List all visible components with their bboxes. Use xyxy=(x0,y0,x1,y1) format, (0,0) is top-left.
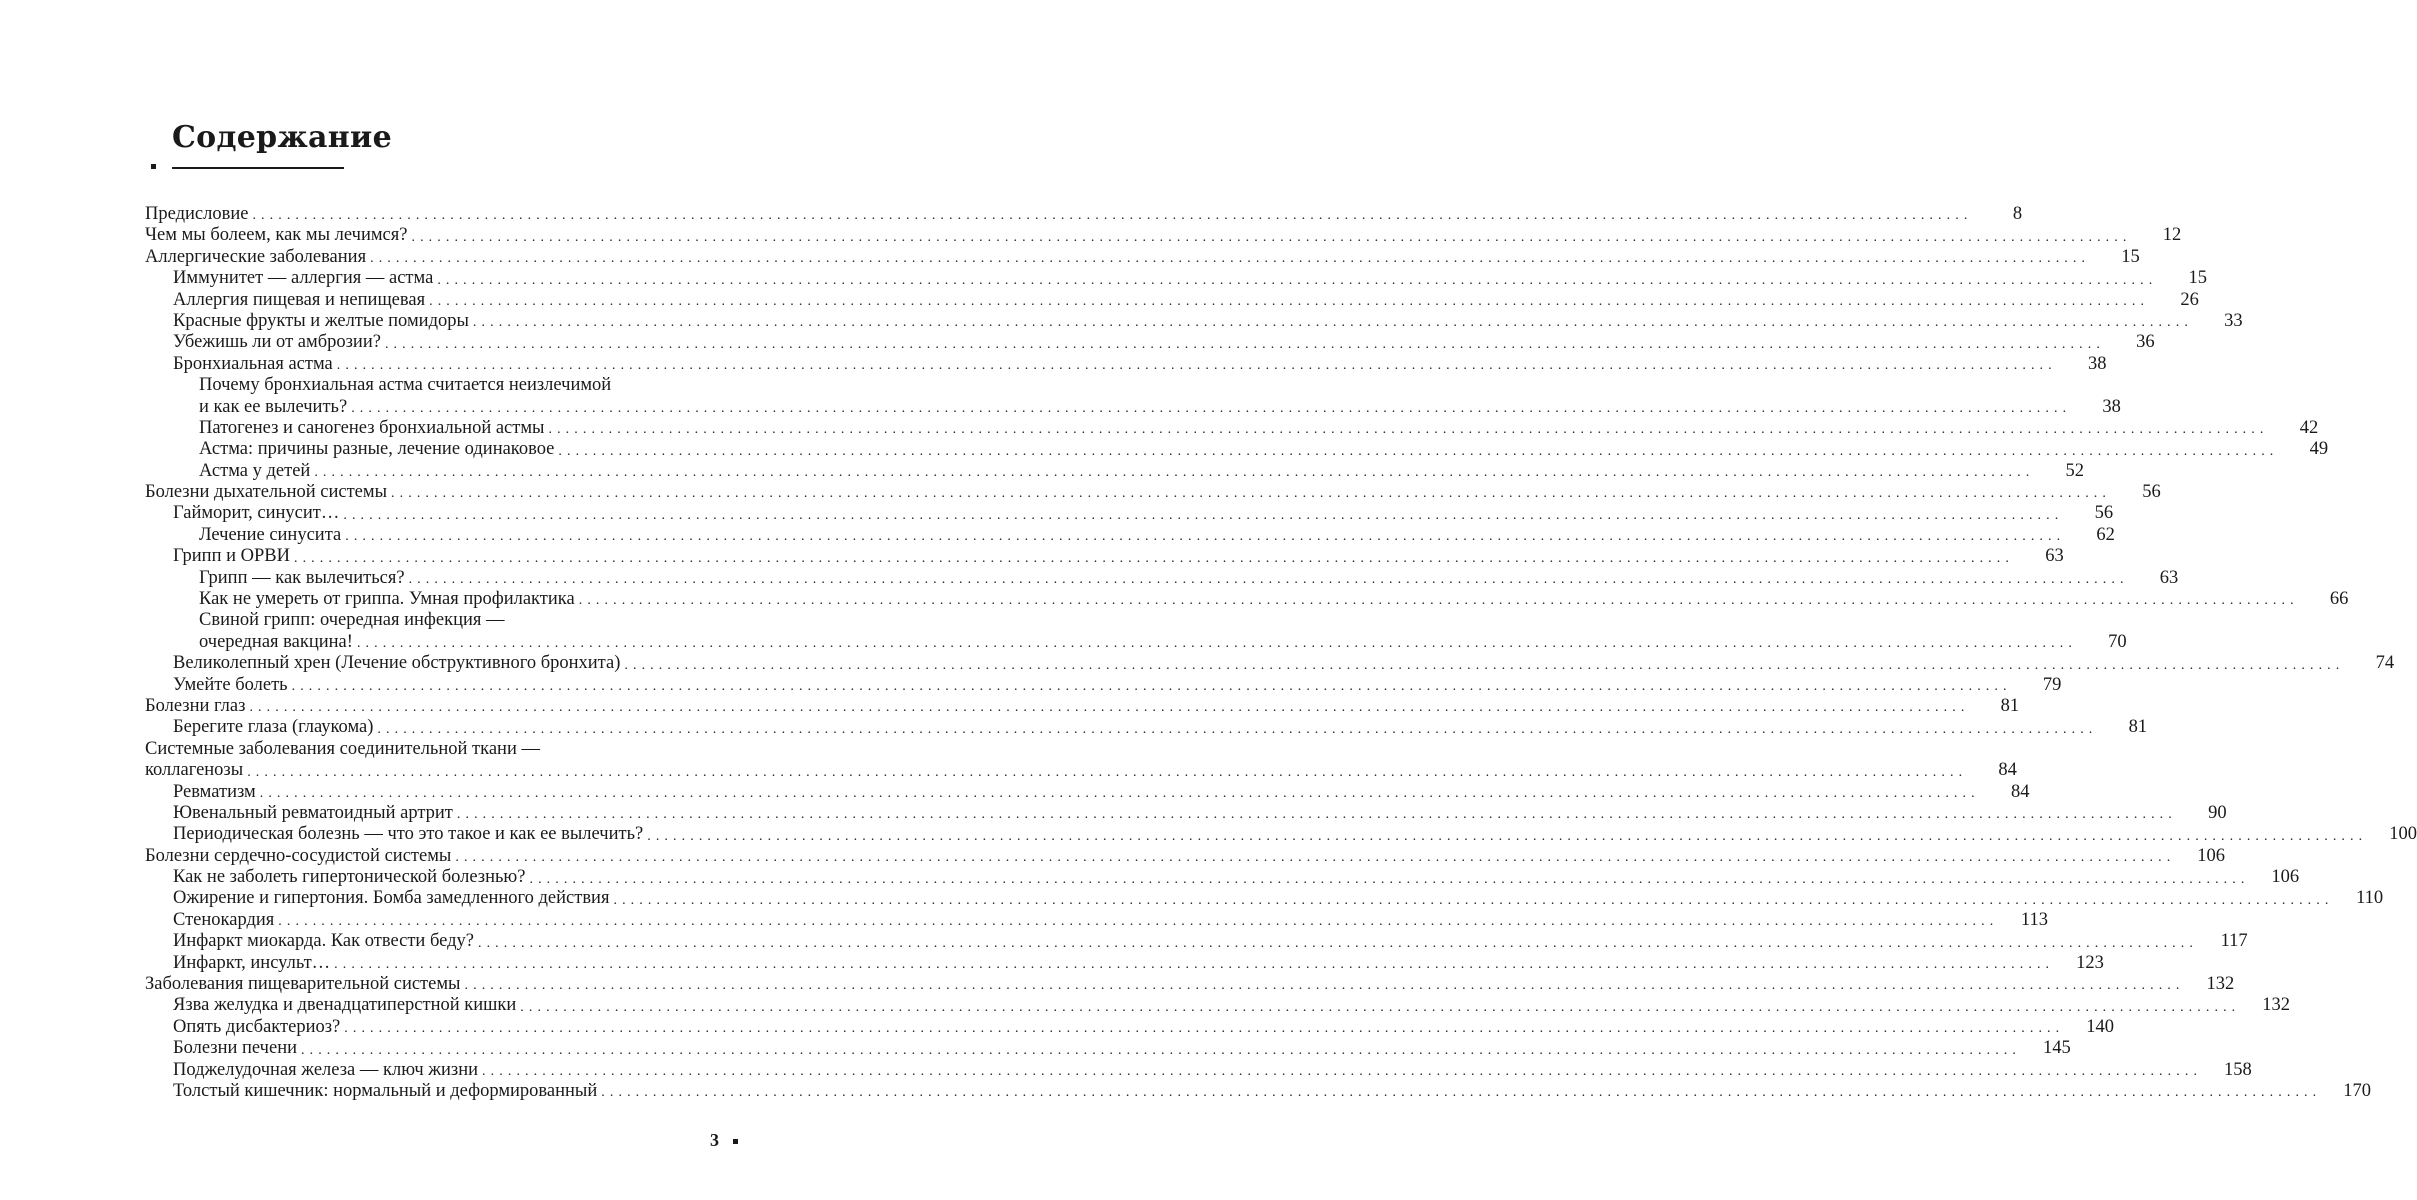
toc-entry-title: Патогенез и саногенез бронхиальной астмы xyxy=(199,417,545,438)
toc-entry-page: 42 xyxy=(2299,417,2319,438)
toc-entry-title: Опять дисбактериоз? xyxy=(173,1016,341,1037)
toc-entry xyxy=(145,225,2182,246)
toc-entry-page: 132 xyxy=(2262,995,2290,1016)
toc-entry-title: Грипп — как вылечиться? xyxy=(199,567,405,588)
toc-entry xyxy=(145,310,2243,332)
toc-entry-title: и как ее вылечить? xyxy=(199,396,348,417)
toc-entry-title: Берегите глаза (глаукома) xyxy=(173,717,374,738)
toc-entry-title: Болезни печени xyxy=(173,1038,297,1059)
toc-dot-leader: . . . . . . . . . . . . . . . . . . . . . . . . . . . . . . . . . . . . . . . . . . . . . . . . . . . . . . . . . . . . . . . . . . . . . . . . . . . . . . . . . . . . . . . . . . . . . . . . . . . . . . . . . . . . . . . . . . . . . . . . . . . . . . . . . . . . . . . . . . . . . . . . . . . . . . . . . . . . . . . . . . . . . . . . . . . . . . . . . . . . . . . . . . . . . . . . . . . . . . . . xyxy=(529,871,2246,887)
toc-entry xyxy=(145,674,2062,696)
toc-dot-leader: . . . . . . . . . . . . . . . . . . . . . . . . . . . . . . . . . . . . . . . . . . . . . . . . . . . . . . . . . . . . . . . . . . . . . . . . . . . . . . . . . . . . . . . . . . . . . . . . . . . . . . . . . . . . . . . . . . . . . . . . . . . . . . . . . . . . . . . . . . . . . . . . . . . . . . . . . . . . . . . . . . . . . . . . . . . . . . . . . . . . . . . . . . . . . . . . . . . . . . . . xyxy=(278,914,1994,930)
toc-entry-title: Аллергические заболевания xyxy=(145,246,367,267)
toc-entry xyxy=(145,931,2248,952)
toc-entry xyxy=(145,717,2148,738)
toc-entry xyxy=(145,546,2064,567)
toc-entry-page: 140 xyxy=(2086,1016,2114,1037)
toc-entry-title: Язва желудка и двенадцатиперстной кишки xyxy=(173,995,517,1016)
toc-entry-page: 81 xyxy=(2000,695,2020,716)
toc-entry-title: Ювенальный ревматоидный артрит xyxy=(173,802,453,823)
toc-entry-title: Ожирение и гипертония. Бомба замедленного действия xyxy=(173,888,610,909)
toc-entry xyxy=(145,760,2017,781)
toc-entry xyxy=(145,567,2179,589)
toc-entry-title: Болезни дыхательной системы xyxy=(145,482,388,503)
toc-dot-leader: . . . . . . . . . . . . . . . . . . . . . . . . . . . . . . . . . . . . . . . . . . . . . . . . . . . . . . . . . . . . . . . . . . . . . . . . . . . . . . . . . . . . . . . . . . . . . . . . . . . . . . . . . . . . . . . . . . . . . . . . . . . . . . . . . . . . . . . . . . . . . . . . . . . . . . . . . . . . . . . . . . . . . . . . . . . . . . . . . . . . . . . . . . . . . . . . . . . . . . . . xyxy=(455,850,2172,866)
toc-dot-leader: . . . . . . . . . . . . . . . . . . . . . . . . . . . . . . . . . . . . . . . . . . . . . . . . . . . . . . . . . . . . . . . . . . . . . . . . . . . . . . . . . . . . . . . . . . . . . . . . . . . . . . . . . . . . . . . . . . . . . . . . . . . . . . . . . . . . . . . . . . . . . . . . . . . . . . . . . . . . . . . . . . . . . . . . . . . . . . . . . . . . . . . . . . . . . . . . . . . . . . . . xyxy=(356,636,2073,652)
toc-dot-leader: . . . . . . . . . . . . . . . . . . . . . . . . . . . . . . . . . . . . . . . . . . . . . . . . . . . . . . . . . . . . . . . . . . . . . . . . . . . . . . . . . . . . . . . . . . . . . . . . . . . . . . . . . . . . . . . . . . . . . . . . . . . . . . . . . . . . . . . . . . . . . . . . . . . . . . . . . . . . . . . . . . . . . . . . . . . . . . . . . . . . . . . . . . . . . . . . . . . . . . . . xyxy=(351,400,2067,416)
toc-entry xyxy=(145,439,2329,460)
toc-entry-page: 90 xyxy=(2208,802,2227,823)
toc-dot-leader: . . . . . . . . . . . . . . . . . . . . . . . . . . . . . . . . . . . . . . . . . . . . . . . . . . . . . . . . . . . . . . . . . . . . . . . . . . . . . . . . . . . . . . . . . . . . . . . . . . . . . . . . . . . . . . . . . . . . . . . . . . . . . . . . . . . . . . . . . . . . . . . . . . . . . . . . . . . . . . . . . . . . . . . . . . . . . . . . . . . . . . . . . . . . . . . . . . . . . . . . xyxy=(301,1042,2017,1058)
toc-entry-title: Чем мы болеем, как мы лечимся? xyxy=(145,225,408,246)
toc-dot-leader: . . . . . . . . . . . . . . . . . . . . . . . . . . . . . . . . . . . . . . . . . . . . . . . . . . . . . . . . . . . . . . . . . . . . . . . . . . . . . . . . . . . . . . . . . . . . . . . . . . . . . . . . . . . . . . . . . . . . . . . . . . . . . . . . . . . . . . . . . . . . . . . . . . . . . . . . . . . . . . . . . . . . . . . . . . . . . . . . . . . . . . . . . . . . . . . . . . . . . . . . xyxy=(477,935,2194,951)
toc-dot-leader: . . . . . . . . . . . . . . . . . . . . . . . . . . . . . . . . . . . . . . . . . . . . . . . . . . . . . . . . . . . . . . . . . . . . . . . . . . . . . . . . . . . . . . . . . . . . . . . . . . . . . . . . . . . . . . . . . . . . . . . . . . . . . . . . . . . . . . . . . . . . . . . . . . . . . . . . . . . . . . . . . . . . . . . . . . . . . . . . . . . . . . . . . . . . . . . . . . . . . . . . xyxy=(377,721,2094,737)
toc-entry xyxy=(145,1016,2114,1038)
toc-entry-page: 100 xyxy=(2389,824,2417,845)
toc-entry-title: Поджелудочная железа — ключ жизни xyxy=(173,1059,479,1080)
toc-entry-title: Стенокардия xyxy=(173,909,275,930)
toc-dot-leader: . . . . . . . . . . . . . . . . . . . . . . . . . . . . . . . . . . . . . . . . . . . . . . . . . . . . . . . . . . . . . . . . . . . . . . . . . . . . . . . . . . . . . . . . . . . . . . . . . . . . . . . . . . . . . . . . . . . . . . . . . . . . . . . . . . . . . . . . . . . . . . . . . . . . . . . . . . . . . . . . . . . . . . . . . . . . . . . . . . . . . . . . . . . . . . . . . . . . . . . . xyxy=(344,1021,2060,1037)
toc-entry-title: Свиной грипп: очередная инфекция — xyxy=(199,610,505,631)
toc-entry-page: 15 xyxy=(2121,246,2140,267)
toc-entry xyxy=(145,845,2226,867)
toc-dot-leader: . . . . . . . . . . . . . . . . . . . . . . . . . . . . . . . . . . . . . . . . . . . . . . . . . . . . . . . . . . . . . . . . . . . . . . . . . . . . . . . . . . . . . . . . . . . . . . . . . . . . . . . . . . . . . . . . . . . . . . . . . . . . . . . . . . . . . . . . . . . . . . . . . . . . . . . . . . . . . . . . . . . . . . . . . . . . . . . . . . . . . . . . . . . . . . . . . . . . . . . . xyxy=(345,529,2061,545)
toc-entry-title: Периодическая болезнь — что это такое и как ее вылечить? xyxy=(173,824,644,845)
toc-entry-page: 84 xyxy=(1998,760,2017,781)
toc-dot-leader: . . . . . . . . . . . . . . . . . . . . . . . . . . . . . . . . . . . . . . . . . . . . . . . . . . . . . . . . . . . . . . . . . . . . . . . . . . . . . . . . . . . . . . . . . . . . . . . . . . . . . . . . . . . . . . . . . . . . . . . . . . . . . . . . . . . . . . . . . . . . . . . . . . . . . . . . . . . . . . . . . . . . . . . . . . . . . . . . . . . . . . . . . . . . . . . . . . . . . . . . xyxy=(472,315,2189,331)
toc-entry-title: Красные фрукты и желтые помидоры xyxy=(173,310,469,331)
toc-entry-page: 145 xyxy=(2042,1038,2071,1059)
toc-entry-title: Системные заболевания соединительной ткани — xyxy=(145,738,540,759)
toc-entry-page: 38 xyxy=(2102,396,2121,417)
title-bullet-mark xyxy=(151,164,156,169)
toc-entry-page: 110 xyxy=(2356,888,2384,909)
toc-dot-leader: . . . . . . . . . . . . . . . . . . . . . . . . . . . . . . . . . . . . . . . . . . . . . . . . . . . . . . . . . . . . . . . . . . . . . . . . . . . . . . . . . . . . . . . . . . . . . . . . . . . . . . . . . . . . . . . . . . . . . . . . . . . . . . . . . . . . . . . . . . . . . . . . . . . . . . . . . . . . . . . . . . . . . . . . . . . . . . . . . . . . . . . . . . . . . . . . . . . . . . . . xyxy=(293,550,2010,566)
toc-entry xyxy=(145,460,2085,482)
toc-entry-page: 52 xyxy=(2065,460,2085,481)
toc-entry xyxy=(145,610,739,631)
toc-dot-leader: . . . . . . . . . . . . . . . . . . . . . . . . . . . . . . . . . . . . . . . . . . . . . . . . . . . . . . . . . . . . . . . . . . . . . . . . . . . . . . . . . . . . . . . . . . . . . . . . . . . . . . . . . . . . . . . . . . . . . . . . . . . . . . . . . . . . . . . . . . . . . . . . . . . . . . . . . . . . . . . . . . . . . . . . . . . . . . . . . . . . . . . . . . . . . . . . . . . . . . . . xyxy=(456,807,2173,823)
toc-entry-page: 117 xyxy=(2220,931,2248,952)
toc-entry xyxy=(145,524,2115,546)
toc-entry-page: 49 xyxy=(2309,439,2329,460)
toc-entry-title: Умейте болеть xyxy=(173,674,288,695)
toc-entry xyxy=(145,653,2395,674)
toc-entry-page: 66 xyxy=(2329,589,2349,610)
toc-dot-leader: . . . . . . . . . . . . . . . . . . . . . . . . . . . . . . . . . . . . . . . . . . . . . . . . . . . . . . . . . . . . . . . . . . . . . . . . . . . . . . . . . . . . . . . . . . . . . . . . . . . . . . . . . . . . . . . . . . . . . . . . . . . . . . . . . . . . . . . . . . . . . . . . . . . . . . . . . . . . . . . . . . . . . . . . . . . . . . . . . . . . . . . . . . . . . . . . . . . . . . . . xyxy=(370,251,2086,267)
toc-entry xyxy=(145,909,2048,931)
toc-entry-page: 8 xyxy=(2012,203,2023,224)
toc-entry xyxy=(145,246,2140,268)
toc-entry-page: 56 xyxy=(2142,482,2161,503)
toc-dot-leader: . . . . . . . . . . . . . . . . . . . . . . . . . . . . . . . . . . . . . . . . . . . . . . . . . . . . . . . . . . . . . . . . . . . . . . . . . . . . . . . . . . . . . . . . . . . . . . . . . . . . . . . . . . . . . . . . . . . . . . . . . . . . . . . . . . . . . . . . . . . . . . . . . . . . . . . . . . . . . . . . . . . . . . . . . . . . . . . . . . . . . . . . . . . . . . . . . . . . . . . . xyxy=(464,978,2181,994)
toc-dot-leader: . . . . . . . . . . . . . . . . . . . . . . . . . . . . . . . . . . . . . . . . . . . . . . . . . . . . . . . . . . . . . . . . . . . . . . . . . . . . . . . . . . . . . . . . . . . . . . . . . . . . . . . . . . . . . . . . . . . . . . . . . . . . . . . . . . . . . . . . . . . . . . . . . . . . . . . . . . . . . . . . . . . . . . . . . . . . . . . . . . . . . . . . . . . . . . . . . . . . . . . . xyxy=(613,892,2330,908)
page-number: 3 xyxy=(710,1130,719,1150)
toc-entry xyxy=(145,589,2349,610)
toc-entry xyxy=(145,824,2417,845)
toc-entry-title: Иммунитет — аллергия — астма xyxy=(173,268,434,289)
toc-dot-leader: . . . . . . . . . . . . . . . . . . . . . . . . . . . . . . . . . . . . . . . . . . . . . . . . . . . . . . . . . . . . . . . . . . . . . . . . . . . . . . . . . . . . . . . . . . . . . . . . . . . . . . . . . . . . . . . . . . . . . . . . . . . . . . . . . . . . . . . . . . . . . . . . . . . . . . . . . . . . . . . . . . . . . . . . . . . . . . . . . . . . . . . . . . . . . . . . . . . . . . . . xyxy=(429,293,2145,309)
toc-dot-leader: . . . . . . . . . . . . . . . . . . . . . . . . . . . . . . . . . . . . . . . . . . . . . . . . . . . . . . . . . . . . . . . . . . . . . . . . . . . . . . . . . . . . . . . . . . . . . . . . . . . . . . . . . . . . . . . . . . . . . . . . . . . . . . . . . . . . . . . . . . . . . . . . . . . . . . . . . . . . . . . . . . . . . . . . . . . . . . . . . . . . . . . . . . . . . . . . . . . . . . . . xyxy=(259,785,1976,801)
toc-entry xyxy=(145,888,2384,910)
toc-dot-leader: . . . . . . . . . . . . . . . . . . . . . . . . . . . . . . . . . . . . . . . . . . . . . . . . . . . . . . . . . . . . . . . . . . . . . . . . . . . . . . . . . . . . . . . . . . . . . . . . . . . . . . . . . . . . . . . . . . . . . . . . . . . . . . . . . . . . . . . . . . . . . . . . . . . . . . . . . . . . . . . . . . . . . . . . . . . . . . . . . . . . . . . . . . . . . . . . . . . . . . . . xyxy=(314,465,2031,481)
toc-entry xyxy=(145,952,2104,974)
toc-entry xyxy=(145,396,2121,418)
toc-entry-title: Аллергия пищевая и непищевая xyxy=(173,289,426,310)
toc-entry-page: 63 xyxy=(2159,567,2179,588)
toc-entry-page: 36 xyxy=(2136,332,2155,353)
toc-entry-page: 62 xyxy=(2096,524,2115,545)
toc-entry-page: 12 xyxy=(2162,225,2182,246)
toc-entry xyxy=(145,739,739,760)
toc-entry-title: Инфаркт, инсульт… xyxy=(173,952,331,973)
toc-entry xyxy=(145,781,2030,803)
toc-entry-title: очередная вакцина! xyxy=(199,631,353,652)
toc-dot-leader: . . . . . . . . . . . . . . . . . . . . . . . . . . . . . . . . . . . . . . . . . . . . . . . . . . . . . . . . . . . . . . . . . . . . . . . . . . . . . . . . . . . . . . . . . . . . . . . . . . . . . . . . . . . . . . . . . . . . . . . . . . . . . . . . . . . . . . . . . . . . . . . . . . . . . . . . . . . . . . . . . . . . . . . . . . . . . . . . . . . . . . . . . . . . . . . . . . . . . . . . xyxy=(578,593,2295,609)
table-of-contents xyxy=(145,203,2417,1102)
toc-entry xyxy=(145,802,2227,824)
toc-dot-leader: . . . . . . . . . . . . . . . . . . . . . . . . . . . . . . . . . . . . . . . . . . . . . . . . . . . . . . . . . . . . . . . . . . . . . . . . . . . . . . . . . . . . . . . . . . . . . . . . . . . . . . . . . . . . . . . . . . . . . . . . . . . . . . . . . . . . . . . . . . . . . . . . . . . . . . . . . . . . . . . . . . . . . . . . . . . . . . . . . . . . . . . . . . . . . . . . . . . . . . . . xyxy=(247,764,1963,780)
toc-entry-title: коллагенозы xyxy=(145,760,244,781)
toc-entry-page: 15 xyxy=(2188,268,2208,289)
toc-entry xyxy=(145,203,2023,225)
toc-entry-title: Убежишь ли от амброзии? xyxy=(173,332,381,353)
toc-entry-page: 132 xyxy=(2206,974,2235,995)
toc-entry-title: Болезни сердечно-сосудистой системы xyxy=(145,845,452,866)
toc-dot-leader: . . . . . . . . . . . . . . . . . . . . . . . . . . . . . . . . . . . . . . . . . . . . . . . . . . . . . . . . . . . . . . . . . . . . . . . . . . . . . . . . . . . . . . . . . . . . . . . . . . . . . . . . . . . . . . . . . . . . . . . . . . . . . . . . . . . . . . . . . . . . . . . . . . . . . . . . . . . . . . . . . . . . . . . . . . . . . . . . . . . . . . . . . . . . . . . . . . . . . . . . xyxy=(520,999,2236,1015)
toc-entry xyxy=(145,375,739,396)
toc-entry-title: Астма у детей xyxy=(199,460,311,481)
toc-dot-leader: . . . . . . . . . . . . . . . . . . . . . . . . . . . . . . . . . . . . . . . . . . . . . . . . . . . . . . . . . . . . . . . . . . . . . . . . . . . . . . . . . . . . . . . . . . . . . . . . . . . . . . . . . . . . . . . . . . . . . . . . . . . . . . . . . . . . . . . . . . . . . . . . . . . . . . . . . . . . . . . . . . . . . . . . . . . . . . . . . . . . . . . . . . . . . . . . . . . . . . . . xyxy=(249,700,1966,716)
toc-entry-title: Грипп и ОРВИ xyxy=(173,546,290,567)
toc-entry-title: Толстый кишечник: нормальный и деформированный xyxy=(173,1081,598,1101)
toc-entry-title: Болезни глаз xyxy=(145,695,246,716)
toc-entry xyxy=(145,503,2114,524)
toc-dot-leader: . . . . . . . . . . . . . . . . . . . . . . . . . . . . . . . . . . . . . . . . . . . . . . . . . . . . . . . . . . . . . . . . . . . . . . . . . . . . . . . . . . . . . . . . . . . . . . . . . . . . . . . . . . . . . . . . . . . . . . . . . . . . . . . . . . . . . . . . . . . . . . . . . . . . . . . . . . . . . . . . . . . . . . . . . . . . . . . . . . . . . . . . . . . . . . . . . . . . . . . . xyxy=(624,657,2341,673)
toc-entry-title: Великолепный хрен (Лечение обструктивного бронхита) xyxy=(173,653,621,674)
toc-dot-leader: . . . . . . . . . . . . . . . . . . . . . . . . . . . . . . . . . . . . . . . . . . . . . . . . . . . . . . . . . . . . . . . . . . . . . . . . . . . . . . . . . . . . . . . . . . . . . . . . . . . . . . . . . . . . . . . . . . . . . . . . . . . . . . . . . . . . . . . . . . . . . . . . . . . . . . . . . . . . . . . . . . . . . . . . . . . . . . . . . . . . . . . . . . . . . . . . . . . . . . . . xyxy=(336,358,2053,374)
toc-entry-page: 113 xyxy=(2020,909,2048,930)
toc-entry-title: Предисловие xyxy=(145,203,249,224)
toc-entry-page: 26 xyxy=(2180,289,2199,310)
toc-entry xyxy=(145,1059,2252,1081)
title-underline xyxy=(172,167,344,169)
toc-entry-title: Бронхиальная астма xyxy=(173,353,333,374)
toc-entry-page: 63 xyxy=(2045,546,2064,567)
toc-entry-title: Гайморит, синусит… xyxy=(173,503,340,524)
toc-entry-title: Лечение синусита xyxy=(199,524,342,545)
toc-entry xyxy=(145,417,2319,439)
toc-dot-leader: . . . . . . . . . . . . . . . . . . . . . . . . . . . . . . . . . . . . . . . . . . . . . . . . . . . . . . . . . . . . . . . . . . . . . . . . . . . . . . . . . . . . . . . . . . . . . . . . . . . . . . . . . . . . . . . . . . . . . . . . . . . . . . . . . . . . . . . . . . . . . . . . . . . . . . . . . . . . . . . . . . . . . . . . . . . . . . . . . . . . . . . . . . . . . . . . . . . . . . . . xyxy=(384,336,2101,352)
toc-dot-leader: . . . . . . . . . . . . . . . . . . . . . . . . . . . . . . . . . . . . . . . . . . . . . . . . . . . . . . . . . . . . . . . . . . . . . . . . . . . . . . . . . . . . . . . . . . . . . . . . . . . . . . . . . . . . . . . . . . . . . . . . . . . . . . . . . . . . . . . . . . . . . . . . . . . . . . . . . . . . . . . . . . . . . . . . . . . . . . . . . . . . . . . . . . . . . . . . . . . . . . . . xyxy=(548,422,2265,438)
toc-entry xyxy=(145,1038,2071,1059)
toc-entry-page: 84 xyxy=(2010,781,2030,802)
toc-dot-leader: . . . . . . . . . . . . . . . . . . . . . . . . . . . . . . . . . . . . . . . . . . . . . . . . . . . . . . . . . . . . . . . . . . . . . . . . . . . . . . . . . . . . . . . . . . . . . . . . . . . . . . . . . . . . . . . . . . . . . . . . . . . . . . . . . . . . . . . . . . . . . . . . . . . . . . . . . . . . . . . . . . . . . . . . . . . . . . . . . . . . . . . . . . . . . . . . . . . . . . . . xyxy=(334,957,2050,973)
toc-entry xyxy=(145,1081,2371,1102)
page-number-mark xyxy=(733,1139,738,1144)
toc-dot-leader: . . . . . . . . . . . . . . . . . . . . . . . . . . . . . . . . . . . . . . . . . . . . . . . . . . . . . . . . . . . . . . . . . . . . . . . . . . . . . . . . . . . . . . . . . . . . . . . . . . . . . . . . . . . . . . . . . . . . . . . . . . . . . . . . . . . . . . . . . . . . . . . . . . . . . . . . . . . . . . . . . . . . . . . . . . . . . . . . . . . . . . . . . . . . . . . . . . . . . . . . xyxy=(291,678,2008,694)
toc-dot-leader: . . . . . . . . . . . . . . . . . . . . . . . . . . . . . . . . . . . . . . . . . . . . . . . . . . . . . . . . . . . . . . . . . . . . . . . . . . . . . . . . . . . . . . . . . . . . . . . . . . . . . . . . . . . . . . . . . . . . . . . . . . . . . . . . . . . . . . . . . . . . . . . . . . . . . . . . . . . . . . . . . . . . . . . . . . . . . . . . . . . . . . . . . . . . . . . . . . . . . . . . xyxy=(437,272,2154,288)
toc-dot-leader: . . . . . . . . . . . . . . . . . . . . . . . . . . . . . . . . . . . . . . . . . . . . . . . . . . . . . . . . . . . . . . . . . . . . . . . . . . . . . . . . . . . . . . . . . . . . . . . . . . . . . . . . . . . . . . . . . . . . . . . . . . . . . . . . . . . . . . . . . . . . . . . . . . . . . . . . . . . . . . . . . . . . . . . . . . . . . . . . . . . . . . . . . . . . . . . . . . . . . . . . xyxy=(252,208,1969,224)
page-title: Содержание xyxy=(172,120,392,155)
toc-dot-leader: . . . . . . . . . . . . . . . . . . . . . . . . . . . . . . . . . . . . . . . . . . . . . . . . . . . . . . . . . . . . . . . . . . . . . . . . . . . . . . . . . . . . . . . . . . . . . . . . . . . . . . . . . . . . . . . . . . . . . . . . . . . . . . . . . . . . . . . . . . . . . . . . . . . . . . . . . . . . . . . . . . . . . . . . . . . . . . . . . . . . . . . . . . . . . . . . . . . . . . . . xyxy=(411,229,2128,245)
toc-dot-leader: . . . . . . . . . . . . . . . . . . . . . . . . . . . . . . . . . . . . . . . . . . . . . . . . . . . . . . . . . . . . . . . . . . . . . . . . . . . . . . . . . . . . . . . . . . . . . . . . . . . . . . . . . . . . . . . . . . . . . . . . . . . . . . . . . . . . . . . . . . . . . . . . . . . . . . . . . . . . . . . . . . . . . . . . . . . . . . . . . . . . . . . . . . . . . . . . . . . . . . . . xyxy=(482,1064,2198,1080)
toc-entry-title: Инфаркт миокарда. Как отвести беду? xyxy=(173,931,474,952)
toc-entry-page: 81 xyxy=(2128,717,2148,738)
toc-entry xyxy=(145,867,2300,888)
toc-dot-leader: . . . . . . . . . . . . . . . . . . . . . . . . . . . . . . . . . . . . . . . . . . . . . . . . . . . . . . . . . . . . . . . . . . . . . . . . . . . . . . . . . . . . . . . . . . . . . . . . . . . . . . . . . . . . . . . . . . . . . . . . . . . . . . . . . . . . . . . . . . . . . . . . . . . . . . . . . . . . . . . . . . . . . . . . . . . . . . . . . . . . . . . . . . . . . . . . . . . . . . . . xyxy=(558,443,2275,459)
toc-entry xyxy=(145,974,2235,995)
toc-dot-leader: . . . . . . . . . . . . . . . . . . . . . . . . . . . . . . . . . . . . . . . . . . . . . . . . . . . . . . . . . . . . . . . . . . . . . . . . . . . . . . . . . . . . . . . . . . . . . . . . . . . . . . . . . . . . . . . . . . . . . . . . . . . . . . . . . . . . . . . . . . . . . . . . . . . . . . . . . . . . . . . . . . . . . . . . . . . . . . . . . . . . . . . . . . . . . . . . . . . . . . . . xyxy=(647,828,2363,844)
toc-dot-leader: . . . . . . . . . . . . . . . . . . . . . . . . . . . . . . . . . . . . . . . . . . . . . . . . . . . . . . . . . . . . . . . . . . . . . . . . . . . . . . . . . . . . . . . . . . . . . . . . . . . . . . . . . . . . . . . . . . . . . . . . . . . . . . . . . . . . . . . . . . . . . . . . . . . . . . . . . . . . . . . . . . . . . . . . . . . . . . . . . . . . . . . . . . . . . . . . . . . . . . . . xyxy=(391,486,2107,502)
toc-entry xyxy=(145,289,2199,311)
toc-entry-page: 33 xyxy=(2224,310,2243,331)
toc-entry xyxy=(145,995,2290,1016)
toc-entry xyxy=(145,268,2208,289)
toc-entry-title: Заболевания пищеварительной системы xyxy=(145,974,461,995)
toc-entry-page: 123 xyxy=(2076,952,2104,973)
toc-entry-title: Как не заболеть гипертонической болезнью? xyxy=(173,867,526,888)
toc-entry-page: 56 xyxy=(2094,503,2114,524)
toc-entry xyxy=(145,695,2020,717)
toc-entry-title: Как не умереть от гриппа. Умная профилактика xyxy=(199,589,575,610)
toc-dot-leader: . . . . . . . . . . . . . . . . . . . . . . . . . . . . . . . . . . . . . . . . . . . . . . . . . . . . . . . . . . . . . . . . . . . . . . . . . . . . . . . . . . . . . . . . . . . . . . . . . . . . . . . . . . . . . . . . . . . . . . . . . . . . . . . . . . . . . . . . . . . . . . . . . . . . . . . . . . . . . . . . . . . . . . . . . . . . . . . . . . . . . . . . . . . . . . . . . . . . . . . . xyxy=(408,572,2125,588)
toc-entry xyxy=(145,332,2155,353)
toc-entry-page: 106 xyxy=(2271,867,2300,888)
toc-entry-page: 158 xyxy=(2224,1059,2252,1080)
toc-entry-page: 38 xyxy=(2087,353,2107,374)
toc-entry-page: 170 xyxy=(2343,1081,2371,1101)
toc-entry xyxy=(145,631,2127,653)
toc-entry-page: 74 xyxy=(2375,653,2395,674)
toc-entry-page: 106 xyxy=(2197,845,2226,866)
toc-entry-title: Астма: причины разные, лечение одинаковое xyxy=(199,439,555,460)
toc-entry-page: 79 xyxy=(2042,674,2062,695)
toc-entry xyxy=(145,482,2161,503)
toc-dot-leader: . . . . . . . . . . . . . . . . . . . . . . . . . . . . . . . . . . . . . . . . . . . . . . . . . . . . . . . . . . . . . . . . . . . . . . . . . . . . . . . . . . . . . . . . . . . . . . . . . . . . . . . . . . . . . . . . . . . . . . . . . . . . . . . . . . . . . . . . . . . . . . . . . . . . . . . . . . . . . . . . . . . . . . . . . . . . . . . . . . . . . . . . . . . . . . . . . . . . . . . . xyxy=(343,507,2060,523)
toc-entry-title: Ревматизм xyxy=(173,781,256,802)
toc-entry xyxy=(145,353,2107,375)
toc-dot-leader: . . . . . . . . . . . . . . . . . . . . . . . . . . . . . . . . . . . . . . . . . . . . . . . . . . . . . . . . . . . . . . . . . . . . . . . . . . . . . . . . . . . . . . . . . . . . . . . . . . . . . . . . . . . . . . . . . . . . . . . . . . . . . . . . . . . . . . . . . . . . . . . . . . . . . . . . . . . . . . . . . . . . . . . . . . . . . . . . . . . . . . . . . . . . . . . . . . . . . . . . xyxy=(601,1085,2317,1101)
toc-entry-title: Почему бронхиальная астма считается неизлечимой xyxy=(199,375,612,396)
toc-entry-page: 70 xyxy=(2108,631,2127,652)
